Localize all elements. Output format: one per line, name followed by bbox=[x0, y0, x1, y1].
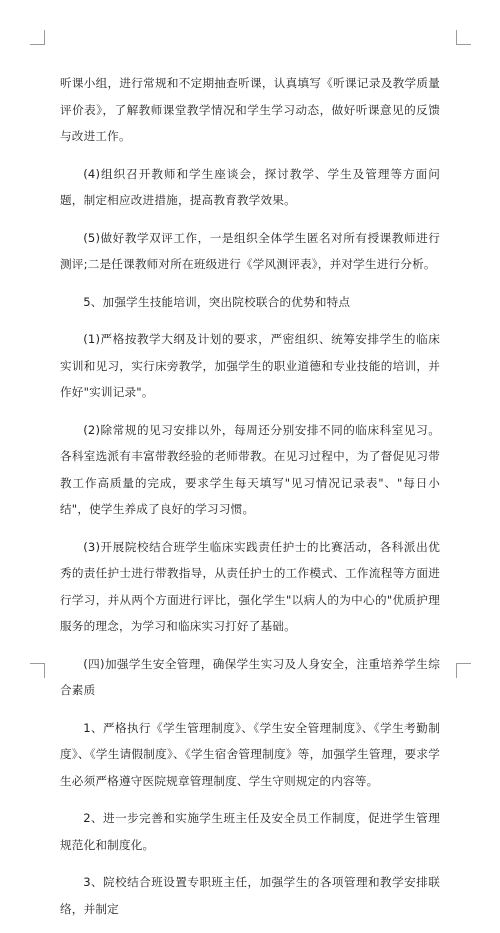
paragraph-class-teacher-system: 2、进一步完善和实施学生班主任及安全员工作制度，促进学生管理规范化和制度化。 bbox=[60, 811, 440, 852]
paragraph-dual-evaluation: (5)做好教学双评工作，一是组织全体学生匿名对所有授课教师进行测评;二是任课教师对所在班级进行《学风测评表》，并对学生进行分析。 bbox=[60, 230, 440, 271]
section-heading-safety-management: (四)加强学生安全管理，确保学生实习及人身安全，注重培养学生综合素质 bbox=[60, 656, 440, 697]
paragraph-nurse-competition: (3)开展院校结合班学生临床实践责任护士的比赛活动，各科派出优秀的责任护士进行带教指导，从责任护士的工作模式、工作流程等方面进行学习，并从两个方面进行评比，强化学生"以病人的为中心的"优质护理服务的理念，为学习和临床实习打好了基础。 bbox=[60, 539, 440, 633]
paragraph-clinical-training: (1)严格按教学大纲及计划的要求，严密组织、统筹安排学生的临床实训和见习，实行床旁教学，加强学生的职业道德和专业技能的培训，并作好"实训记录"。 bbox=[60, 332, 440, 399]
crop-mark-top-left bbox=[30, 30, 45, 45]
crop-mark-bottom-left bbox=[30, 663, 45, 678]
document-body bbox=[60, 70, 440, 933]
paragraph-strict-rules: 1、严格执行《学生管理制度》、《学生安全管理制度》、《学生考勤制度》、《学生请假制度》、《学生宿舍管理制度》等，加强学生管理，要求学生必须严格遵守医院规章管理制度、学生守则规定的内容等。 bbox=[60, 720, 440, 788]
crop-mark-bottom-right bbox=[456, 663, 471, 678]
paragraph-observation-schedule: (2)除常规的见习安排以外，每周还分别安排不同的临床科室见习。各科室选派有丰富带教经验的老师带教。在见习过程中，为了督促见习带教工作高质量的完成，要求学生每天填写"见习情况记录表"、"每日小结"，使学生养成了良好的学习习惯。 bbox=[60, 422, 440, 516]
crop-mark-top-right bbox=[456, 30, 471, 45]
paragraph-dedicated-teacher: 3、院校结合班设置专职班主任，加强学生的各项管理和教学安排联络，并制定 bbox=[60, 875, 440, 916]
paragraph-symposium: (4)组织召开教师和学生座谈会，探讨教学、学生及管理等方面问题，制定相应改进措施，提高教育教学效果。 bbox=[60, 166, 440, 207]
paragraph-listen-group: 听课小组，进行常规和不定期抽查听课，认真填写《听课记录及教学质量评价表》，了解教师课堂教学情况和学生学习动态，做好听课意见的反馈与改进工作。 bbox=[60, 76, 440, 143]
section-heading-skills-training: 5、加强学生技能培训，突出院校联合的优势和特点 bbox=[83, 294, 351, 309]
